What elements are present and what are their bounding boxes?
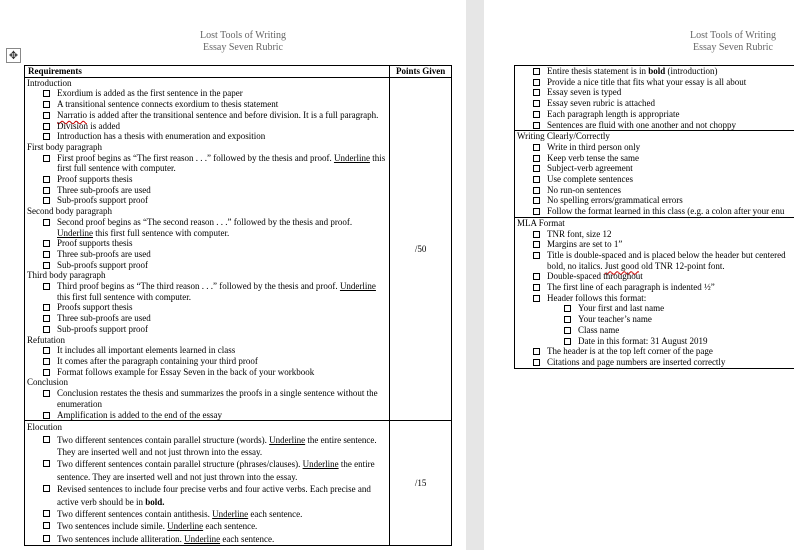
header-subtitle: Essay Seven Rubric (693, 41, 773, 53)
checkbox-icon (43, 460, 50, 467)
list-item: No spelling errors/grammatical errors (517, 195, 794, 206)
table-move-handle-icon[interactable]: ✥ (6, 48, 21, 63)
checkbox-icon (564, 338, 571, 345)
list-item: Sub-proofs support proof (27, 324, 387, 335)
list-item: Narratio is added after the transitional sentence and before division. It is a full paragraph. (27, 110, 387, 121)
requirements-cell (515, 217, 794, 368)
checkbox-icon (43, 219, 50, 226)
list-item: A transitional sentence connects exordium to thesis statement (27, 99, 387, 110)
checkbox-icon (533, 273, 540, 280)
section-third-body: Third body paragraph (27, 270, 106, 281)
list-item: Header follows this format: (517, 293, 794, 304)
col-header-requirements: Requirements (25, 66, 390, 78)
list-item: TNR font, size 12 (517, 229, 794, 240)
checkbox-icon (533, 208, 540, 215)
checkbox-icon (533, 111, 540, 118)
requirements-cell (515, 66, 794, 131)
list-item: Use complete sentences (517, 174, 794, 185)
checkbox-icon (533, 295, 540, 302)
checkbox-icon (533, 176, 540, 183)
checkbox-icon (533, 231, 540, 238)
checkbox-icon (43, 155, 50, 162)
list-item: Class name (517, 325, 794, 336)
list-item: Two different sentences contain parallel structure (words). Underline the entire sentence. They are inserted well and not just thrown into the essay. (27, 434, 387, 459)
rubric-table-continued (514, 65, 794, 369)
header-subtitle: Essay Seven Rubric (203, 41, 283, 53)
checkbox-icon (43, 347, 50, 354)
list-item: Your teacher’s name (517, 314, 794, 325)
checkbox-icon (43, 369, 50, 376)
checkbox-icon (533, 284, 540, 291)
spellcheck-word: Narratio (57, 109, 87, 120)
table-row (25, 77, 452, 421)
list-item: Revised sentences to include four precise verbs and four active verbs. Each precise and active verb should be in bold. (27, 483, 387, 508)
section-introduction: Introduction (27, 77, 72, 88)
checkbox-icon (43, 412, 50, 419)
page-header (484, 30, 794, 53)
checkbox-icon (43, 326, 50, 333)
list-item: Conclusion restates the thesis and summarizes the proofs in a single sentence without the enumeration (27, 388, 387, 409)
list-item: Three sub-proofs are used (27, 185, 387, 196)
requirements-cell (515, 131, 794, 218)
checkbox-icon (43, 123, 50, 130)
list-item: Proofs support thesis (27, 302, 387, 313)
section-mla-format: MLA Format (517, 217, 565, 228)
list-item: Proof supports thesis (27, 238, 387, 249)
table-row (515, 66, 794, 131)
list-item: Three sub-proofs are used (27, 249, 387, 260)
list-item: Double-spaced throughout (517, 271, 794, 282)
header-title: Lost Tools of Writing (689, 30, 777, 41)
list-item: Exordium is added as the first sentence in the paper (27, 88, 387, 99)
checkbox-icon (533, 359, 540, 366)
checkbox-icon (533, 197, 540, 204)
list-item: Sub-proofs support proof (27, 195, 387, 206)
checkbox-icon (43, 90, 50, 97)
checkbox-icon (564, 327, 571, 334)
list-item: Sentences are fluid with one another and not choppy (517, 120, 794, 131)
list-item: Second proof begins as “The second reason . . .” followed by the thesis and proof. Underline this first full sentence with computer. (27, 217, 387, 238)
checkbox-icon (43, 315, 50, 322)
requirements-cell (25, 421, 390, 546)
list-item: Date in this format: 31 August 2019 (517, 336, 794, 347)
list-item: Title is double-spaced and is placed below the header but centered bold, no italics. Just good old TNR 12-point font. (517, 250, 794, 271)
list-item: Division is added (27, 121, 387, 132)
checkbox-icon (43, 522, 50, 529)
list-item: The header is at the top left corner of the page (517, 346, 794, 357)
checkbox-icon (533, 155, 540, 162)
section-conclusion: Conclusion (27, 377, 69, 388)
list-item: Introduction has a thesis with enumeration and exposition (27, 131, 387, 142)
list-item: Entire thesis statement is in bold (introduction) (517, 66, 794, 77)
list-item: Two sentences include simile. Underline each sentence. (27, 520, 387, 532)
checkbox-icon (533, 68, 540, 75)
points-cell: /50 (390, 77, 452, 421)
checkbox-icon (533, 348, 540, 355)
list-item: Two different sentences contain parallel structure (phrases/clauses). Underline the entire sentence. They are inserted well and not just thrown into the essay. (27, 458, 387, 483)
list-item: Keep verb tense the same (517, 153, 794, 164)
checkbox-icon (564, 305, 571, 312)
points-cell: /15 (390, 421, 452, 546)
list-item: Three sub-proofs are used (27, 313, 387, 324)
checkbox-icon (533, 187, 540, 194)
checkbox-icon (43, 358, 50, 365)
checkbox-icon (43, 197, 50, 204)
section-elocution: Elocution (27, 422, 62, 433)
checkbox-icon (533, 252, 540, 259)
rubric-table (24, 65, 452, 546)
checkbox-icon (43, 251, 50, 258)
list-item: Third proof begins as “The third reason . . .” followed by the thesis and proof. Underline this first full sentence with computer. (27, 281, 387, 302)
section-second-body: Second body paragraph (27, 206, 112, 217)
list-item: Margins are set to 1” (517, 239, 794, 250)
checkbox-icon (533, 165, 540, 172)
list-item: It comes after the paragraph containing your third proof (27, 356, 387, 367)
checkbox-icon (564, 316, 571, 323)
list-item: Essay seven is typed (517, 87, 794, 98)
checkbox-icon (533, 122, 540, 129)
table-row (515, 217, 794, 368)
section-refutation: Refutation (27, 334, 65, 345)
list-item: The first line of each paragraph is indented ½” (517, 282, 794, 293)
list-item: Format follows example for Essay Seven in the back of your workbook (27, 367, 387, 378)
section-writing-clearly: Writing Clearly/Correctly (517, 131, 610, 142)
header-title: Lost Tools of Writing (199, 30, 287, 41)
checkbox-icon (533, 144, 540, 151)
checkbox-icon (43, 304, 50, 311)
list-item: Provide a nice title that fits what your essay is all about (517, 77, 794, 88)
list-item: Each paragraph length is appropriate (517, 109, 794, 120)
checkbox-icon (43, 390, 50, 397)
list-item: Write in third person only (517, 142, 794, 153)
col-header-points: Points Given (390, 66, 452, 78)
list-item: Proof supports thesis (27, 174, 387, 185)
table-header-row (25, 66, 452, 78)
checkbox-icon (43, 436, 50, 443)
checkbox-icon (43, 187, 50, 194)
list-item: Two different sentences contain antithesis. Underline each sentence. (27, 508, 387, 520)
checkbox-icon (43, 133, 50, 140)
list-item: Amplification is added to the end of the essay (27, 410, 387, 421)
list-item: Follow the format learned in this class (e.g. a colon after your enu (517, 206, 794, 217)
checkbox-icon (533, 241, 540, 248)
checkbox-icon (43, 283, 50, 290)
checkbox-icon (533, 79, 540, 86)
checkbox-icon (43, 112, 50, 119)
list-item: Subject-verb agreement (517, 163, 794, 174)
checkbox-icon (43, 176, 50, 183)
checkbox-icon (43, 101, 50, 108)
checkbox-icon (43, 535, 50, 542)
checkbox-icon (533, 100, 540, 107)
spellcheck-word: Just good (604, 260, 640, 271)
checkbox-icon (43, 262, 50, 269)
table-row (25, 421, 452, 546)
checkbox-icon (533, 89, 540, 96)
requirements-cell (25, 77, 390, 421)
checkbox-icon (43, 510, 50, 517)
list-item: It includes all important elements learned in class (27, 345, 387, 356)
section-first-body: First body paragraph (27, 141, 102, 152)
document-page-2 (484, 0, 794, 550)
checkbox-icon (43, 240, 50, 247)
list-item: First proof begins as “The first reason . . .” followed by the thesis and proof. Underline this first full sentence with computer. (27, 153, 387, 174)
list-item: Essay seven rubric is attached (517, 98, 794, 109)
list-item: Citations and page numbers are inserted correctly (517, 357, 794, 368)
table-row (515, 131, 794, 218)
page-header (0, 30, 466, 53)
list-item: No run-on sentences (517, 185, 794, 196)
checkbox-icon (43, 485, 50, 492)
list-item: Sub-proofs support proof (27, 260, 387, 271)
list-item: Your first and last name (517, 303, 794, 314)
list-item: Two sentences include alliteration. Underline each sentence. (27, 533, 387, 545)
